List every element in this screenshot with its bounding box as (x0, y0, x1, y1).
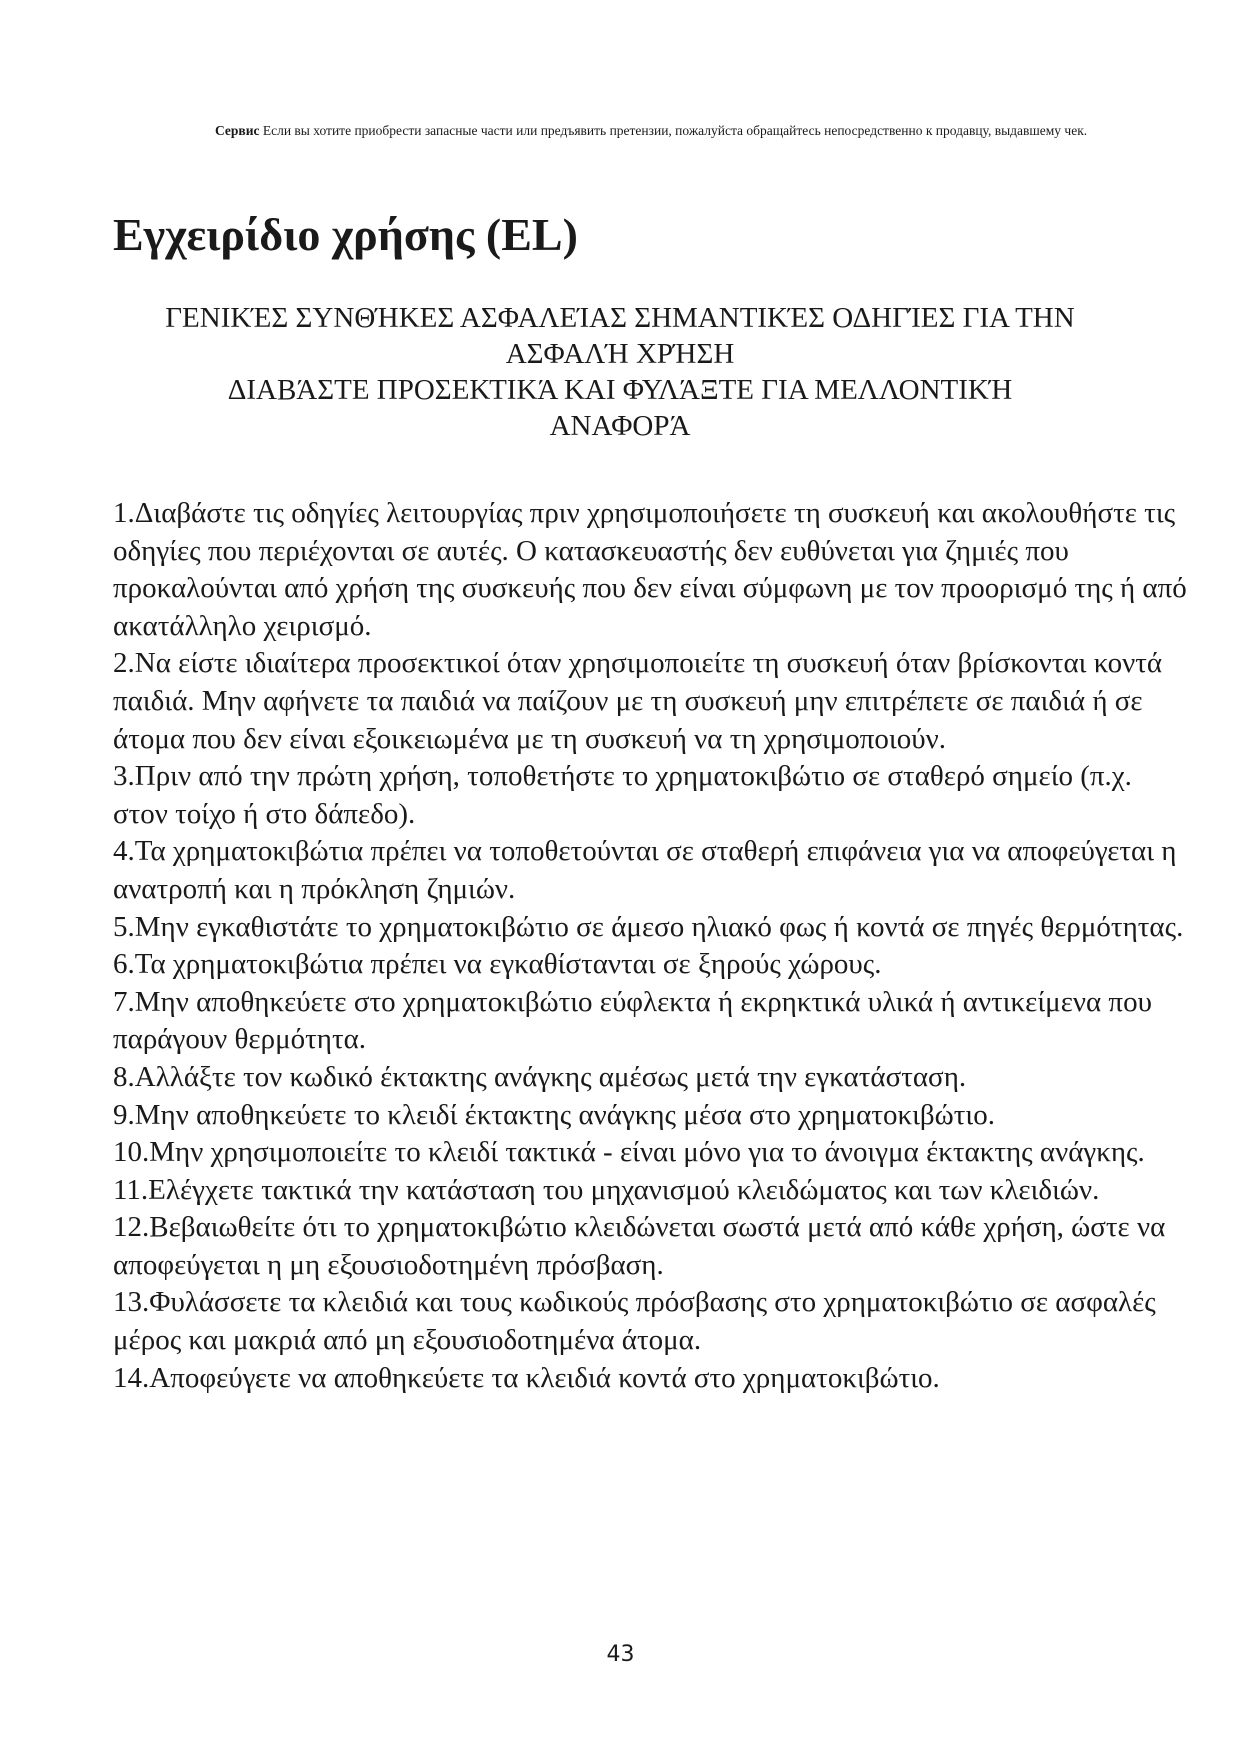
instruction-item: 13.Φυλάσσετε τα κλειδιά και τους κωδικούς πρόσβασης στο χρηματοκιβώτιο σε ασφαλές μέρος και μακριά από μη εξουσιοδοτημένα άτομα. (113, 1286, 1156, 1357)
page-title: Εγχειρίδιο χρήσης (EL) (113, 209, 578, 260)
service-note (215, 121, 1135, 140)
instruction-item: 12.Βεβαιωθείτε ότι το χρηματοκιβώτιο κλειδώνεται σωστά μετά από κάθε χρήση, ώστε να αποφεύγεται η μη εξουσιοδοτημένη πρόσβαση. (113, 1211, 1166, 1281)
instruction-item: 4.Τα χρηματοκιβώτια πρέπει να τοποθετούνται σε σταθερή επιφάνεια για να αποφεύγεται η ανατροπή και η πρόκληση ζημιών. (113, 835, 1177, 905)
instruction-item: 11.Ελέγχετε τακτικά την κατάσταση του μηχανισμού κλειδώματος και των κλειδιών. (113, 1173, 1100, 1206)
safety-heading (100, 300, 1140, 444)
instruction-item: 7.Μην αποθηκεύετε στο χρηματοκιβώτιο εύφλεκτα ή εκρηκτικά υλικά ή αντικείμενα που παράγουν θερμότητα. (113, 985, 1152, 1056)
instruction-item: 2.Να είστε ιδιαίτερα προσεκτικοί όταν χρησιμοποιείτε τη συσκευή όταν βρίσκονται κοντά παιδιά. Μην αφήνετε τα παιδιά να παίζουν με τη συσκευή μην επιτρέπετε σε παιδιά ή σε άτομα που δεν είναι εξοικειωμένα με τη συσκευή να τη χρησιμοποιούν. (113, 647, 1163, 755)
instruction-item: 5.Μην εγκαθιστάτε το χρηματοκιβώτιο σε άμεσο ηλιακό φως ή κοντά σε πηγές θερμότητας. (113, 910, 1184, 943)
service-note-text: Если вы хотите приобрести запасные части или предъявить претензии, пожалуйста обращайтесь непосредственно к продавцу, выдавшему чек. (262, 123, 1088, 138)
instruction-item: 6.Τα χρηματοκιβώτια πρέπει να εγκαθίστανται σε ξηρούς χώρους. (113, 948, 882, 981)
instruction-item: 3.Πριν από την πρώτη χρήση, τοποθετήστε το χρηματοκιβώτιο σε σταθερό σημείο (π.χ. στον τοίχο ή στο δάπεδο). (113, 760, 1132, 830)
heading-line: ΑΣΦΑΛΉ ΧΡΉΣΗ (505, 338, 735, 370)
instruction-item: 9.Μην αποθηκεύετε το κλειδί έκτακτης ανάγκης μέσα στο χρηματοκιβώτιο. (113, 1098, 995, 1131)
instruction-item: 14.Αποφεύγετε να αποθηκεύετε τα κλειδιά κοντά στο χρηματοκιβώτιο. (113, 1361, 940, 1394)
instructions-list (113, 495, 1193, 1397)
service-note-label: Сервис (215, 123, 260, 138)
instruction-item: 1.Διαβάστε τις οδηγίες λειτουργίας πριν χρησιμοποιήσετε τη συσκευή και ακολουθήστε τις οδηγίες που περιέχονται σε αυτές. Ο κατασκευαστής δεν ευθύνεται για ζημιές που προκαλούνται από χρήση της συσκευής που δεν είναι σύμφωνη με τον προορισμό της ή από ακατάλληλο χειρισμό. (113, 497, 1187, 642)
instruction-item: 8.Αλλάξτε τον κωδικό έκτακτης ανάγκης αμέσως μετά την εγκατάσταση. (113, 1060, 967, 1093)
page-number: 43 (606, 1642, 635, 1667)
instruction-item: 10.Μην χρησιμοποιείτε το κλειδί τακτικά - είναι μόνο για το άνοιγμα έκτακτης ανάγκης. (113, 1136, 1145, 1169)
heading-line: ΑΝΑΦΟΡΆ (549, 410, 691, 442)
heading-line: ΔΙΑΒΆΣΤΕ ΠΡΟΣΕΚΤΙΚΆ ΚΑΙ ΦΥΛΆΞΤΕ ΓΙΑ ΜΕΛΛΟΝΤΙΚΉ (227, 374, 1013, 406)
heading-line: ΓΕΝΙΚΈΣ ΣΥΝΘΉΚΕΣ ΑΣΦΑΛΕΊΑΣ ΣΗΜΑΝΤΙΚΈΣ ΟΔΗΓΊΕΣ ΓΙΑ ΤΗΝ (165, 302, 1075, 334)
